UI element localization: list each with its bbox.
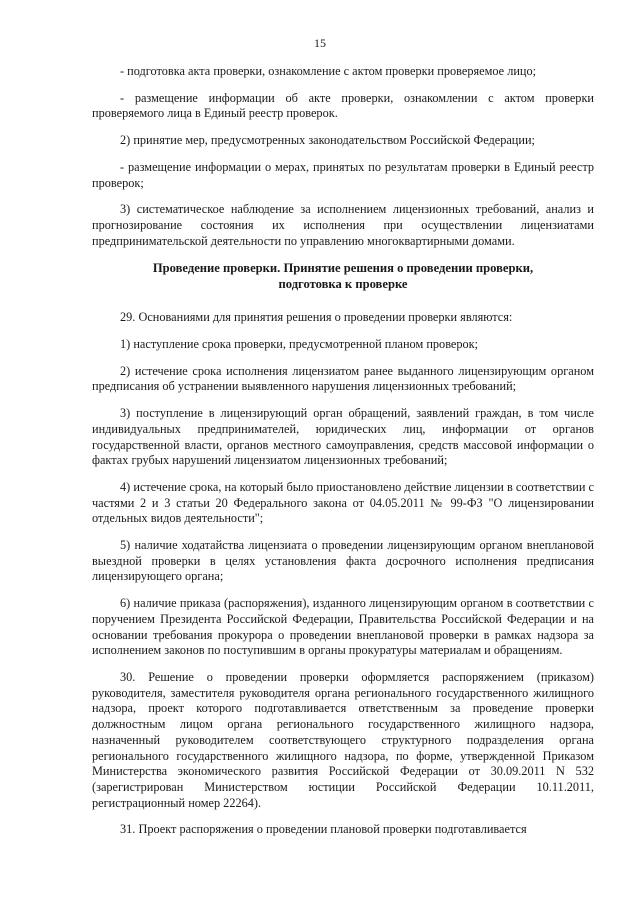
paragraph-measures-registry: - размещение информации о мерах, принятых по результатам проверки в Единый реестр проверок;: [92, 159, 594, 190]
paragraph-monitoring: 3) систематическое наблюдение за исполнением лицензионных требований, анализ и прогнозирование состояния их исполнения при осуществлении лицензиатами предпринимательской деятельности по управлению многоквартирными домами.: [92, 202, 594, 248]
section-heading-line-1: Проведение проверки. Принятие решения о проведении проверки,: [152, 261, 534, 276]
paragraph-29-item-1: 1) наступление срока проверки, предусмотренной планом проверок;: [120, 337, 479, 352]
paragraph-act-registry: - размещение информации об акте проверки, ознакомлении с актом проверки проверяемого лица в Единый реестр проверок.: [92, 90, 594, 121]
paragraph-30: 30. Решение о проведении проверки оформляется распоряжением (приказом) руководителя, заместителя руководителя органа регионального государственного жилищного надзора, проект которого подготавливается ответственным за проведение проверки должностным лицом органа регионального государственного жилищного надзора, назначенный руководителем соответствующего структурного подразделения органа регионального государственного жилищного надзора, по форме, утвержденной Приказом Министерства экономического развития Российской Федерации от 30.09.2011 N 532 (зарегистрирован Министерством юстиции Российской Федерации 10.11.2011, регистрационный номер 22264).: [92, 669, 594, 810]
paragraph-31: 31. Проект распоряжения о проведении плановой проверки подготавливается: [120, 822, 527, 837]
section-heading: [92, 260, 594, 292]
paragraph-29-item-6: 6) наличие приказа (распоряжения), изданного лицензирующим органом в соответствии с поручением Президента Российской Федерации, Правительства Российской Федерации и на основании требования прокурора о проведении внеплановой проверки в рамках надзора за исполнением законов по поступившим в органы прокуратуры материалам и обращениям.: [92, 596, 594, 658]
paragraph-29-item-4: 4) истечение срока, на который было приостановлено действие лицензии в соответствии с частями 2 и 3 статьи 20 Федерального закона от 04.05.2011 № 99-ФЗ "О лицензировании отдельных видов деятельности";: [92, 479, 594, 526]
paragraph-measures: 2) принятие мер, предусмотренных законодательством Российской Федерации;: [120, 133, 535, 148]
paragraph-29-item-2: 2) истечение срока исполнения лицензиатом ранее выданного лицензирующим органом предписания об устранении выявленного нарушения лицензионных требований;: [92, 363, 594, 394]
paragraph-29-item-3: 3) поступление в лицензирующий орган обращений, заявлений граждан, в том числе индивидуальных предпринимателей, юридических лиц, информации от органов государственной власти, органов местного самоуправления, средств массовой информации о фактах грубых нарушений лицензиатом лицензионных требований;: [92, 406, 594, 468]
paragraph-29-item-5: 5) наличие ходатайства лицензиата о проведении лицензирующим органом внеплановой выездной проверки в целях установления факта досрочного исполнения предписания лицензирующего органа;: [92, 538, 594, 584]
document-body: [92, 64, 594, 849]
page-number: 15: [314, 36, 326, 50]
paragraph-act-preparation: - подготовка акта проверки, ознакомление с актом проверки проверяемое лицо;: [120, 64, 537, 78]
section-heading-line-2: подготовка к проверке: [278, 277, 408, 292]
paragraph-29-intro: 29. Основаниями для принятия решения о проведении проверки являются:: [120, 310, 513, 325]
